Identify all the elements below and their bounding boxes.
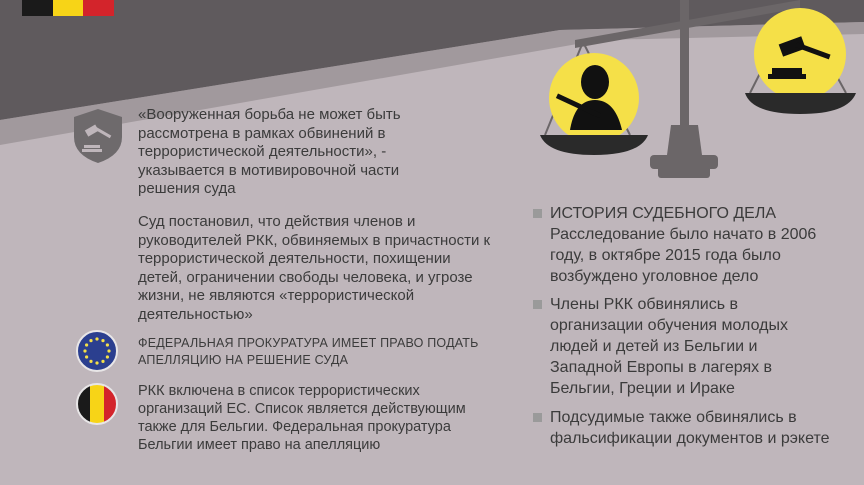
history-title: ИСТОРИЯ СУДЕБНОГО ДЕЛА bbox=[550, 205, 777, 222]
bullet-marker bbox=[533, 300, 542, 309]
bullet-marker bbox=[533, 209, 542, 218]
shield-gavel-icon bbox=[70, 107, 126, 165]
bullet-marker bbox=[533, 413, 542, 422]
court-quote: «Вооруженная борьба не может быть рассмотрена в рамках обвинений в террористической деятельности», - указывается в мотивировочной части решения суда bbox=[138, 106, 401, 197]
eu-prosecutor-note: ФЕДЕРАЛЬНАЯ ПРОКУРАТУРА ИМЕЕТ ПРАВО ПОДАТЬ АПЕЛЛЯЦИЮ НА РЕШЕНИЕ СУДА bbox=[138, 336, 479, 367]
forgery-text: Подсудимые также обвинялись в фальсификации документов и рэкете bbox=[550, 409, 830, 447]
left-pan bbox=[540, 135, 648, 155]
right-pan bbox=[745, 93, 856, 114]
belgium-flag-icon bbox=[76, 383, 118, 425]
court-ruling-text: Суд постановил, что действия членов и руководителей РКК, обвиняемых в причастности к террористической деятельности, похищении детей, ограничении свободы человека, и угрозе жизни, не являются «террористической деятельностью» bbox=[138, 213, 491, 323]
charges-text: Члены РКК обвинялись в организации обучения молодых людей и детей из Бельгии и Западной Европы в лагерях в Бельгии, Греции и Ираке bbox=[550, 296, 788, 397]
history-text: Расследование было начато в 2006 году, в октябре 2015 года было возбуждено уголовное дело bbox=[550, 226, 817, 285]
belgium-note: РКК включена в список террористических организаций ЕС. Список является действующим также для Бельгии. Федеральная прокуратура Бельгии имеет право на апелляцию bbox=[138, 383, 466, 453]
eu-flag-icon bbox=[76, 330, 118, 372]
flag-top-belgium bbox=[22, 0, 114, 16]
